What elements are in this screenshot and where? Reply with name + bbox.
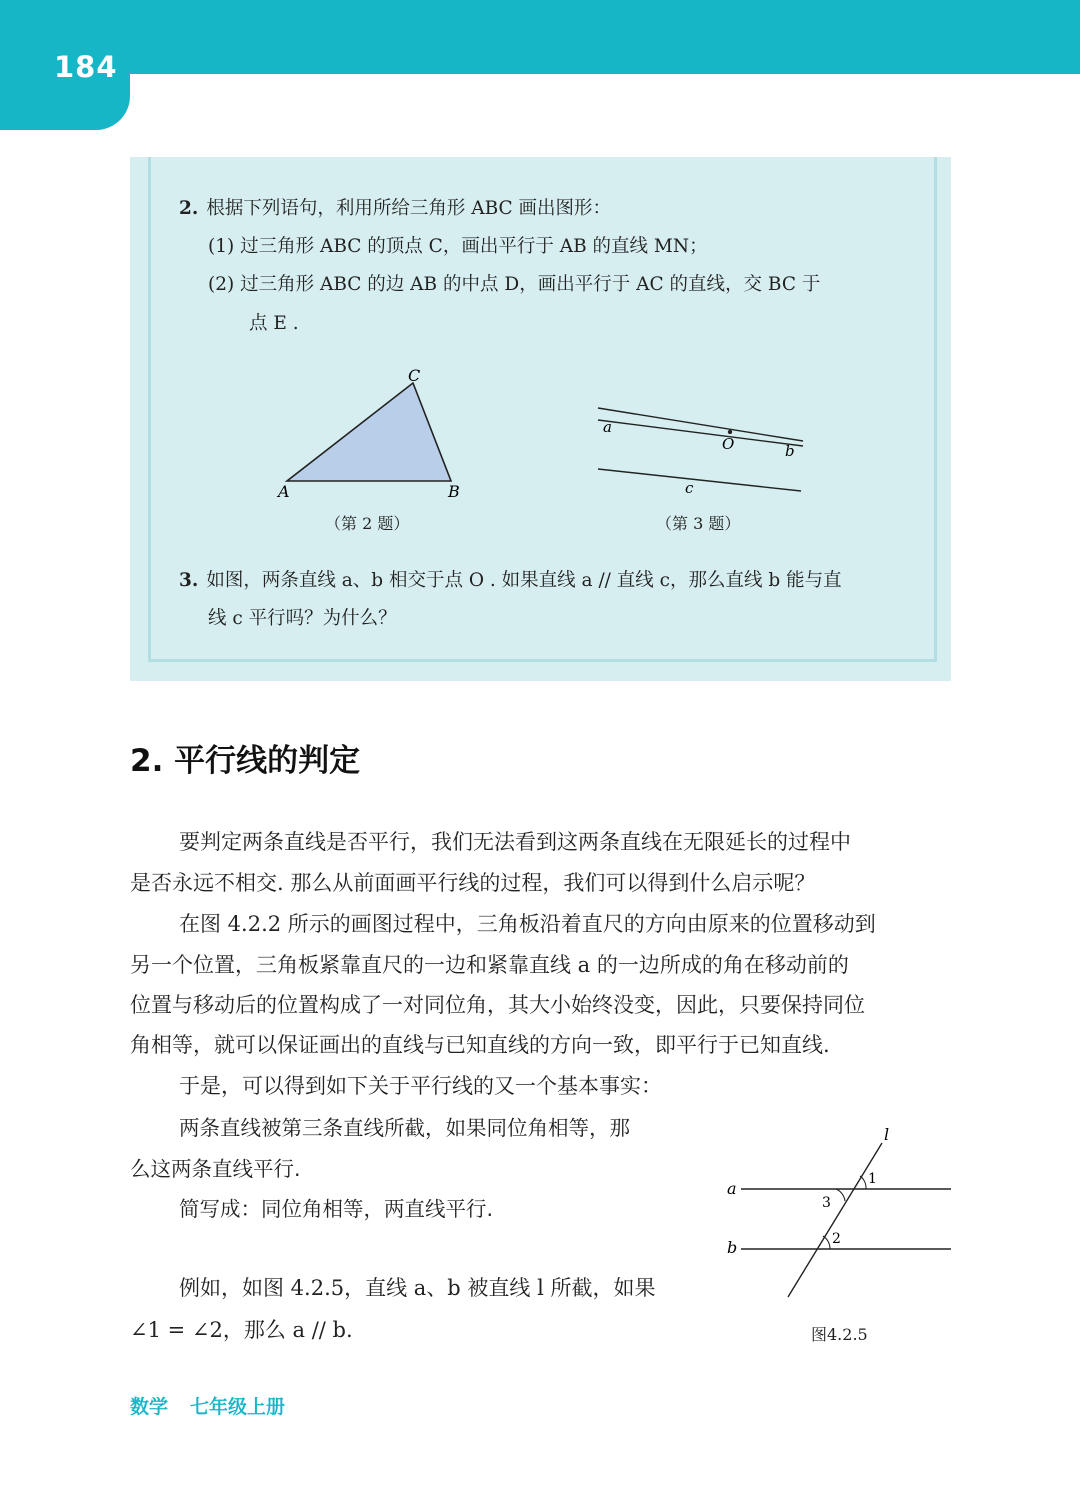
triangle-label-b: B — [448, 482, 460, 501]
angle-3-label: 3 — [822, 1195, 831, 1211]
example-line-1: 例如，如图 4.2.5，直线 a、b 被直线 l 所截，如果 — [179, 1276, 656, 1300]
paragraph-2-line-3: 位置与移动后的位置构成了一对同位角，其大小始终没变，因此，只要保持同位 — [130, 993, 865, 1017]
figure-3-caption: （第 3 题） — [656, 514, 741, 533]
exercise-3-line-1 — [179, 566, 842, 592]
triangle-label-c: C — [408, 366, 421, 385]
paragraph-3: 于是，可以得到如下关于平行线的又一个基本事实： — [179, 1074, 662, 1098]
angle-3-arc — [836, 1189, 845, 1201]
point-o-label: O — [722, 435, 735, 453]
line-c — [598, 469, 801, 491]
paragraph-1-line-1: 要判定两条直线是否平行，我们无法看到这两条直线在无限延长的过程中 — [179, 830, 851, 854]
exercise-2-text: 根据下列语句，利用所给三角形 ABC 画出图形： — [206, 198, 612, 219]
line-c-label: c — [685, 479, 694, 497]
triangle-abc-shape — [287, 383, 451, 481]
line-a-label: a — [603, 418, 612, 436]
example-line-2: ∠1 = ∠2，那么 a // b. — [130, 1318, 353, 1342]
exercise-2-line-4: 点 E . — [249, 313, 299, 334]
exercise-3-number: 3. — [179, 570, 199, 591]
line-l — [788, 1143, 882, 1297]
figure-4-2-5-caption: 图4.2.5 — [811, 1325, 868, 1344]
footer-subject: 数学 — [130, 1396, 169, 1418]
exercise-3-line-2: 线 c 平行吗？为什么？ — [208, 608, 397, 629]
exercise-2-line-3: (2) 过三角形 ABC 的边 AB 的中点 D，画出平行于 AC 的直线，交 BC 于 — [208, 274, 821, 295]
line-a-425-label: a — [727, 1179, 737, 1198]
line-l-label: l — [884, 1125, 890, 1144]
exercise-2-number: 2. — [179, 198, 199, 219]
line-b-425-label: b — [727, 1238, 738, 1257]
page-number: 184 — [54, 50, 118, 84]
basic-fact-line-2: 么这两条直线平行. — [130, 1157, 301, 1181]
paragraph-2-line-4: 角相等，就可以保证画出的直线与已知直线的方向一致，即平行于已知直线. — [130, 1033, 830, 1057]
figure-2-caption: （第 2 题） — [325, 514, 410, 533]
section-title: 2. 平行线的判定 — [130, 743, 361, 779]
footer-grade: 七年级上册 — [190, 1396, 286, 1418]
paragraph-2-line-2: 另一个位置，三角板紧靠直尺的一边和紧靠直线 a 的一边所成的角在移动前的 — [130, 953, 849, 977]
paragraph-2-line-1: 在图 4.2.2 所示的画图过程中，三角板沿着直尺的方向由原来的位置移动到 — [179, 912, 876, 936]
point-o — [728, 430, 732, 434]
angle-2-label: 2 — [832, 1231, 841, 1247]
basic-fact-line-1: 两条直线被第三条直线所截，如果同位角相等，那 — [179, 1116, 630, 1140]
triangle-label-a: A — [278, 482, 290, 501]
short-form: 简写成：同位角相等，两直线平行. — [179, 1197, 494, 1221]
angle-1-label: 1 — [868, 1171, 877, 1187]
exercise-2-line-2: (1) 过三角形 ABC 的顶点 C，画出平行于 AB 的直线 MN； — [208, 236, 708, 257]
footer — [130, 1392, 285, 1419]
paragraph-1-line-2: 是否永远不相交. 那么从前面画平行线的过程，我们可以得到什么启示呢？ — [130, 871, 816, 895]
exercise-3-text: 如图，两条直线 a、b 相交于点 O . 如果直线 a // 直线 c，那么直线 b 能与直 — [206, 570, 842, 591]
line-b-label: b — [785, 442, 795, 460]
